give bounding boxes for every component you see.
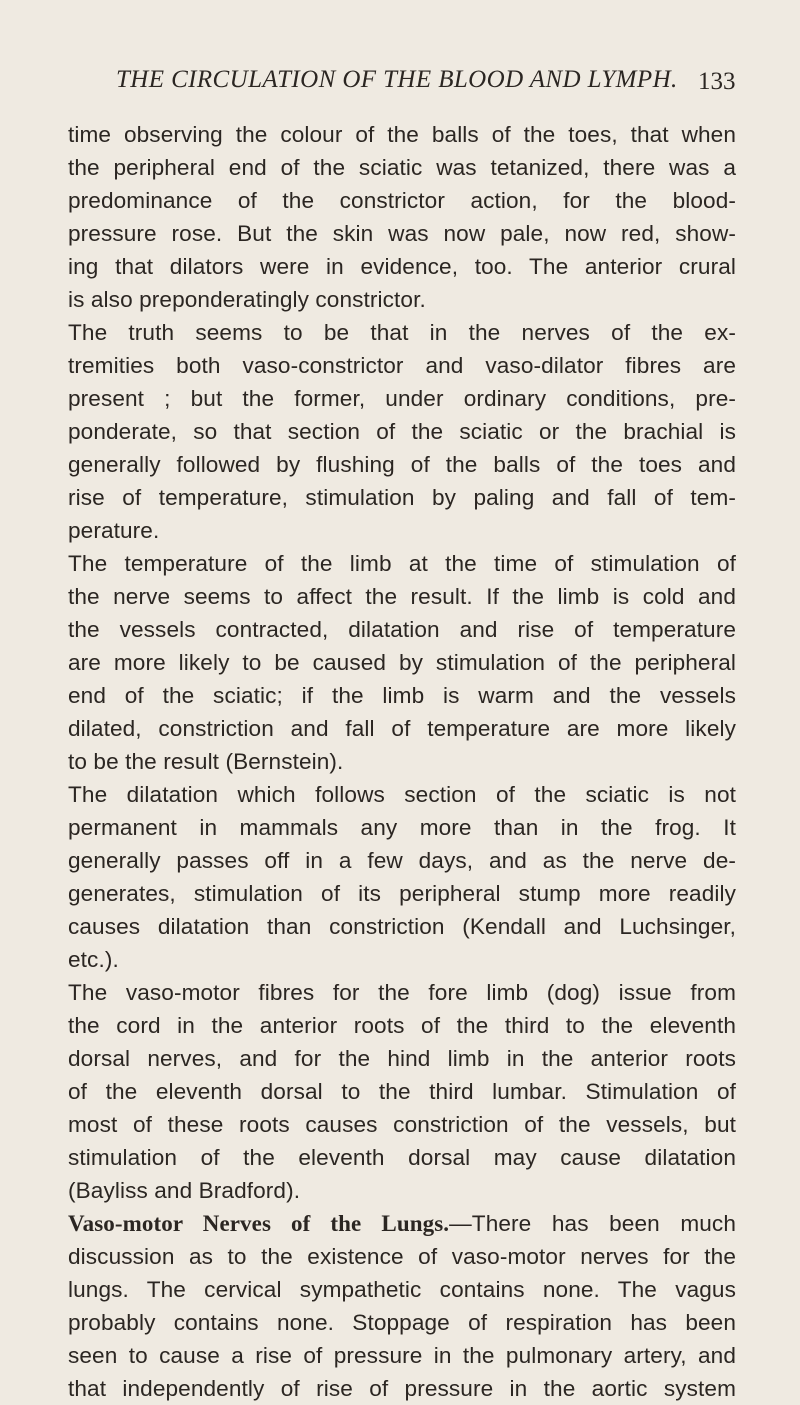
- text-line: The dilatation which follows section of the sciatic is not: [68, 782, 736, 807]
- text-line: most of these roots causes constriction of the vessels, but: [68, 1112, 736, 1137]
- running-header: [0, 66, 800, 106]
- text-line: stimulation of the eleventh dorsal may cause dilatation: [68, 1145, 736, 1170]
- text-line: etc.).: [68, 947, 119, 972]
- text-line: rise of temperature, stimulation by paling and fall of tem-: [68, 485, 736, 510]
- text-line: the cord in the anterior roots of the third to the eleventh: [68, 1013, 736, 1038]
- text-line: lungs. The cervical sympathetic contains none. The vagus: [68, 1277, 736, 1302]
- text-line: probably contains none. Stoppage of respiration has been: [68, 1310, 736, 1335]
- text-line: ing that dilators were in evidence, too. The anterior crural: [68, 254, 736, 279]
- text-line: generally followed by flushing of the balls of the toes and: [68, 452, 736, 477]
- running-title: THE CIRCULATION OF THE BLOOD AND LYMPH.: [116, 66, 678, 93]
- text-line: dilated, constriction and fall of temperature are more likely: [68, 716, 736, 741]
- text-line: the nerve seems to affect the result. If the limb is cold and: [68, 584, 736, 609]
- text-line: generates, stimulation of its peripheral stump more readily: [68, 881, 736, 906]
- text-line: end of the sciatic; if the limb is warm and the vessels: [68, 683, 736, 708]
- text-line: of the eleventh dorsal to the third lumbar. Stimulation of: [68, 1079, 736, 1104]
- text-line: predominance of the constrictor action, for the blood-: [68, 188, 736, 213]
- text-line: perature.: [68, 518, 160, 543]
- text-line: generally passes off in a few days, and as the nerve de-: [68, 848, 736, 873]
- text-line: The truth seems to be that in the nerves of the ex-: [68, 320, 736, 345]
- text-line: the peripheral end of the sciatic was tetanized, there was a: [68, 155, 736, 180]
- text-line: present ; but the former, under ordinary conditions, pre-: [68, 386, 736, 411]
- text-line: pressure rose. But the skin was now pale, now red, show-: [68, 221, 736, 246]
- text-line: time observing the colour of the balls of the toes, that when: [68, 122, 736, 147]
- page-number: 133: [698, 68, 736, 95]
- text-line: is also preponderatingly constrictor.: [68, 287, 426, 312]
- text-line: dorsal nerves, and for the hind limb in the anterior roots: [68, 1046, 736, 1071]
- text-line: permanent in mammals any more than in the frog. It: [68, 815, 736, 840]
- text-line: ponderate, so that section of the sciatic or the brachial is: [68, 419, 736, 444]
- heading-line-rest: —There has been much: [449, 1211, 736, 1236]
- text-line: are more likely to be caused by stimulation of the peripheral: [68, 650, 736, 675]
- text-line: discussion as to the existence of vaso-motor nerves for the: [68, 1244, 736, 1269]
- text-line: seen to cause a rise of pressure in the pulmonary artery, and: [68, 1343, 736, 1368]
- text-line: The temperature of the limb at the time of stimulation of: [68, 551, 736, 576]
- section-heading: Vaso-motor Nerves of the Lungs.: [68, 1211, 450, 1236]
- text-line: the vessels contracted, dilatation and rise of temperature: [68, 617, 736, 642]
- section-heading-line: [68, 1207, 736, 1240]
- text-line: causes dilatation than constriction (Kendall and Luchsinger,: [68, 914, 736, 939]
- text-line: (Bayliss and Bradford).: [68, 1178, 301, 1203]
- text-line: The vaso-motor fibres for the fore limb (dog) issue from: [68, 980, 736, 1005]
- text-line: to be the result (Bernstein).: [68, 749, 344, 774]
- text-line: tremities both vaso-constrictor and vaso-dilator fibres are: [68, 353, 736, 378]
- text-line: that independently of rise of pressure in the aortic system: [68, 1376, 736, 1401]
